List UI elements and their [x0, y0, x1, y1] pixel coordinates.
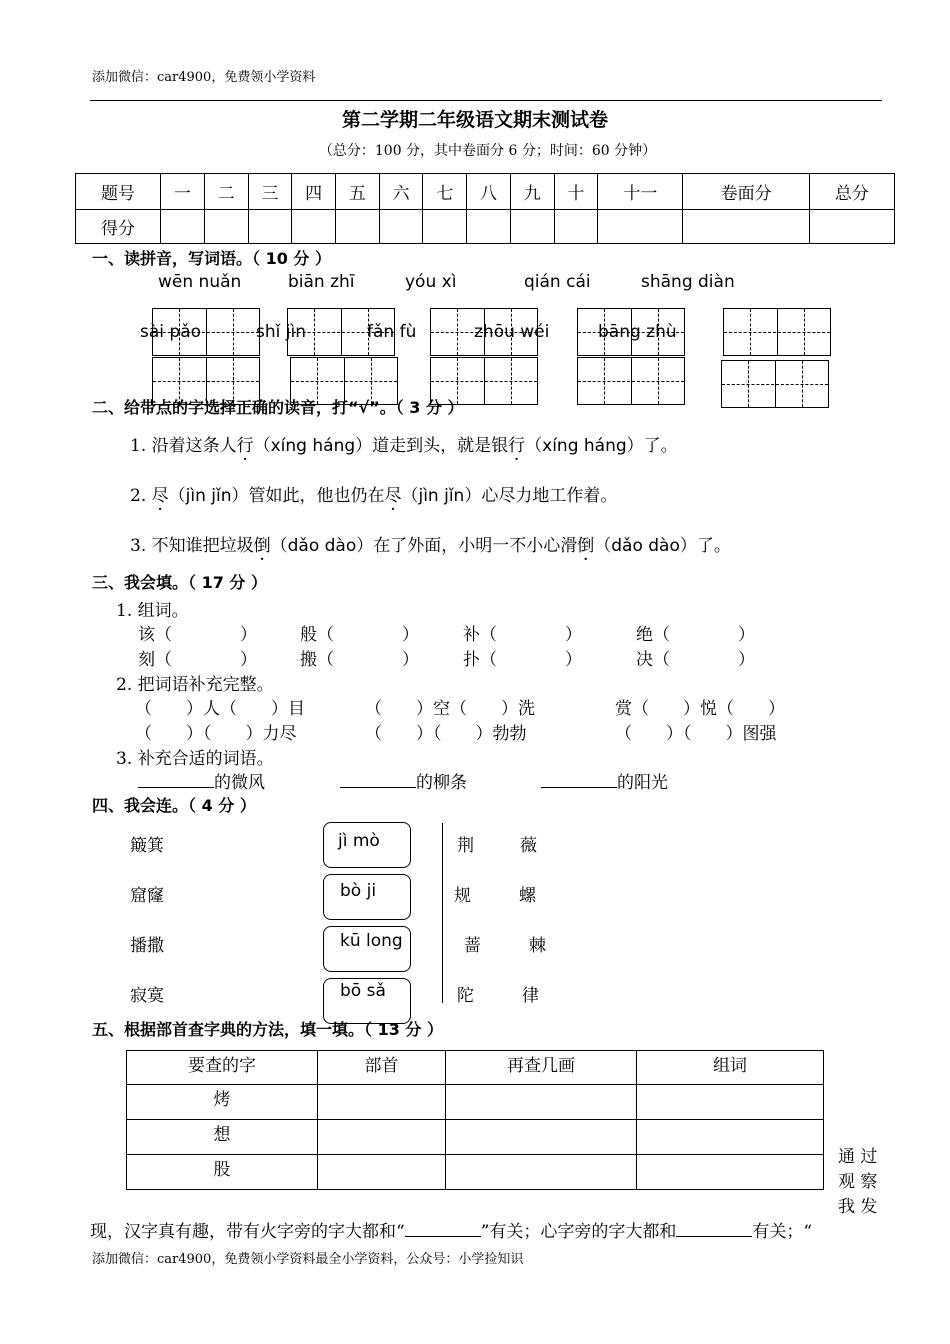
score-col: 十 [554, 174, 598, 210]
q4-right-char[interactable]: 薇 [520, 836, 537, 856]
q4-right-char[interactable]: 螺 [519, 886, 536, 906]
q4-pinyin: bō sǎ [340, 981, 386, 1001]
score-col: 三 [248, 174, 292, 210]
q4-left-word[interactable]: 寂寞 [130, 986, 164, 1006]
q3-idiom-fill[interactable]: （ ）（ ）图强 [615, 724, 777, 744]
q3-part1: 1. 组词。 [116, 601, 189, 621]
score-col: 五 [335, 174, 379, 210]
q3-idiom-fill[interactable]: （ ）（ ）力尽 [135, 724, 297, 744]
score-cell[interactable] [554, 210, 598, 244]
q1-pinyin: yóu xì [405, 272, 457, 292]
q1-pinyin: fǎn fù [367, 322, 417, 342]
side-text: 我 发 [838, 1197, 878, 1217]
q1-pinyin: sài pǎo [140, 322, 202, 342]
q4-left-word[interactable]: 播撒 [130, 936, 164, 956]
score-cell[interactable] [292, 210, 336, 244]
q4-right-char[interactable]: 蔷 [464, 936, 481, 956]
q5-cell[interactable] [318, 1120, 446, 1155]
q4-pinyin: bò ji [340, 881, 377, 901]
score-col: 十一 [598, 174, 683, 210]
q5-cell[interactable] [446, 1085, 637, 1120]
q3-word-fill[interactable]: 绝（ ） [636, 625, 755, 645]
page-title: 第二学期二年级语文期末测试卷 [341, 109, 608, 131]
q3-word-fill[interactable]: 决（ ） [636, 650, 755, 670]
score-cell[interactable] [809, 210, 894, 244]
score-cell[interactable] [204, 210, 248, 244]
q4-pinyin: jì mò [338, 831, 380, 851]
score-col: 八 [467, 174, 511, 210]
score-col: 总分 [809, 174, 894, 210]
q1-pinyin: qián cái [524, 272, 591, 292]
score-cell[interactable] [510, 210, 554, 244]
score-cell[interactable] [335, 210, 379, 244]
score-cell[interactable] [683, 210, 809, 244]
q3-part3: 3. 补充合适的词语。 [116, 749, 274, 769]
side-text: 通 过 [838, 1147, 878, 1167]
q3-idiom-fill[interactable]: （ ）（ ）勃勃 [365, 724, 527, 744]
q4-pinyin: kū long [340, 931, 403, 951]
fill-blank[interactable] [405, 1236, 481, 1237]
q5-char: 想 [127, 1120, 318, 1155]
q3-part2: 2. 把词语补充完整。 [116, 675, 274, 695]
score-col: 六 [379, 174, 423, 210]
score-col: 四 [292, 174, 336, 210]
q3-phrase-fill[interactable]: 的微风 [138, 768, 265, 793]
q5-cell[interactable] [318, 1155, 446, 1190]
q1-pinyin: shǐ jìn [256, 322, 306, 342]
score-col: 一 [161, 174, 205, 210]
q3-heading: 三、我会填。（ 17 分 ） [92, 573, 267, 592]
q2-heading: 二、给带点的字选择正确的读音，打“√”。（ 3 分 ） [92, 398, 464, 417]
q5-char: 烤 [127, 1085, 318, 1120]
q3-phrase-fill[interactable]: 的阳光 [541, 768, 668, 793]
q4-right-char[interactable]: 规 [454, 886, 471, 906]
writing-grid[interactable] [577, 357, 685, 405]
q1-pinyin: shāng diàn [641, 272, 735, 292]
q5-heading: 五、根据部首查字典的方法，填一填。（ 13 分 ） [92, 1020, 443, 1039]
q5-table [126, 1050, 824, 1190]
q4-right-char[interactable]: 棘 [529, 936, 546, 956]
header-note: 添加微信：car4900，免费领小学资料 [92, 70, 316, 85]
score-col: 九 [510, 174, 554, 210]
q4-left-word[interactable]: 窟窿 [130, 886, 164, 906]
score-cell[interactable] [248, 210, 292, 244]
q5-cell[interactable] [637, 1085, 824, 1120]
q5-header: 再查几画 [446, 1051, 637, 1085]
q5-cell[interactable] [446, 1120, 637, 1155]
q3-idiom-fill[interactable]: 赏（ ）悦（ ） [615, 699, 785, 719]
footer-note: 添加微信：car4900，免费领小学资料最全小学资料，公众号：小学捡知识 [92, 1252, 524, 1267]
score-cell[interactable] [379, 210, 423, 244]
q3-phrase-fill[interactable]: 的柳条 [340, 768, 467, 793]
fill-blank[interactable] [676, 1236, 752, 1237]
q4-heading: 四、我会连。（ 4 分 ） [92, 796, 256, 815]
score-cell[interactable] [423, 210, 467, 244]
side-text: 观 察 [838, 1172, 878, 1192]
score-cell[interactable] [467, 210, 511, 244]
score-row-label: 得分 [76, 210, 161, 244]
q2-sentence-1: 1. 沿着这条人行（xíng háng）道走到头，就是银行（xíng háng）了。 [130, 436, 678, 456]
q3-word-fill[interactable]: 搬（ ） [300, 650, 419, 670]
q4-left-word[interactable]: 簸箕 [130, 836, 164, 856]
score-col: 七 [423, 174, 467, 210]
q4-right-char[interactable]: 陀 [457, 986, 474, 1006]
q5-cell[interactable] [637, 1155, 824, 1190]
q5-header: 部首 [318, 1051, 446, 1085]
q5-header: 要查的字 [127, 1051, 318, 1085]
header-rule [90, 100, 882, 101]
score-cell[interactable] [598, 210, 683, 244]
q5-char: 股 [127, 1155, 318, 1190]
q3-word-fill[interactable]: 般（ ） [300, 625, 419, 645]
q3-word-fill[interactable]: 刻（ ） [138, 650, 257, 670]
q2-sentence-2: 2. 尽（jìn jǐn）管如此，他也仍在尽（jìn jǐn）心尽力地工作着。 [130, 486, 618, 506]
bottom-paragraph: 现，汉字真有趣，带有火字旁的字大都和“ ”有关；心字旁的字大都和 有关；“ [90, 1222, 813, 1242]
q4-right-char[interactable]: 荆 [457, 836, 474, 856]
q1-pinyin: biān zhī [288, 272, 355, 292]
score-cell[interactable] [161, 210, 205, 244]
score-table [75, 173, 895, 244]
page-subtitle: （总分：100 分，其中卷面分 6 分；时间：60 分钟） [318, 143, 657, 159]
q3-idiom-fill[interactable]: （ ）人（ ）目 [135, 699, 305, 719]
q4-divider [442, 823, 443, 1003]
q1-pinyin: wēn nuǎn [158, 272, 242, 292]
q2-sentence-3: 3. 不知谁把垃圾倒（dǎo dào）在了外面，小明一不小心滑倒（dǎo dào）了。 [130, 536, 731, 556]
q5-header: 组词 [637, 1051, 824, 1085]
q4-right-char[interactable]: 律 [522, 986, 539, 1006]
q3-word-fill[interactable]: 该（ ） [138, 625, 257, 645]
q3-word-fill[interactable]: 扑（ ） [463, 650, 582, 670]
q1-pinyin: zhōu wéi [474, 322, 550, 342]
writing-grid[interactable] [723, 308, 831, 356]
q5-cell[interactable] [446, 1155, 637, 1190]
writing-grid[interactable] [721, 360, 829, 408]
q5-cell[interactable] [318, 1085, 446, 1120]
score-col: 二 [204, 174, 248, 210]
q3-word-fill[interactable]: 补（ ） [463, 625, 582, 645]
q5-cell[interactable] [637, 1120, 824, 1155]
score-col: 卷面分 [683, 174, 809, 210]
score-row-label: 题号 [76, 174, 161, 210]
q1-heading: 一、读拼音，写词语。（ 10 分 ） [92, 249, 331, 268]
q1-pinyin: bāng zhù [598, 322, 677, 342]
q3-idiom-fill[interactable]: （ ）空（ ）洗 [365, 699, 535, 719]
